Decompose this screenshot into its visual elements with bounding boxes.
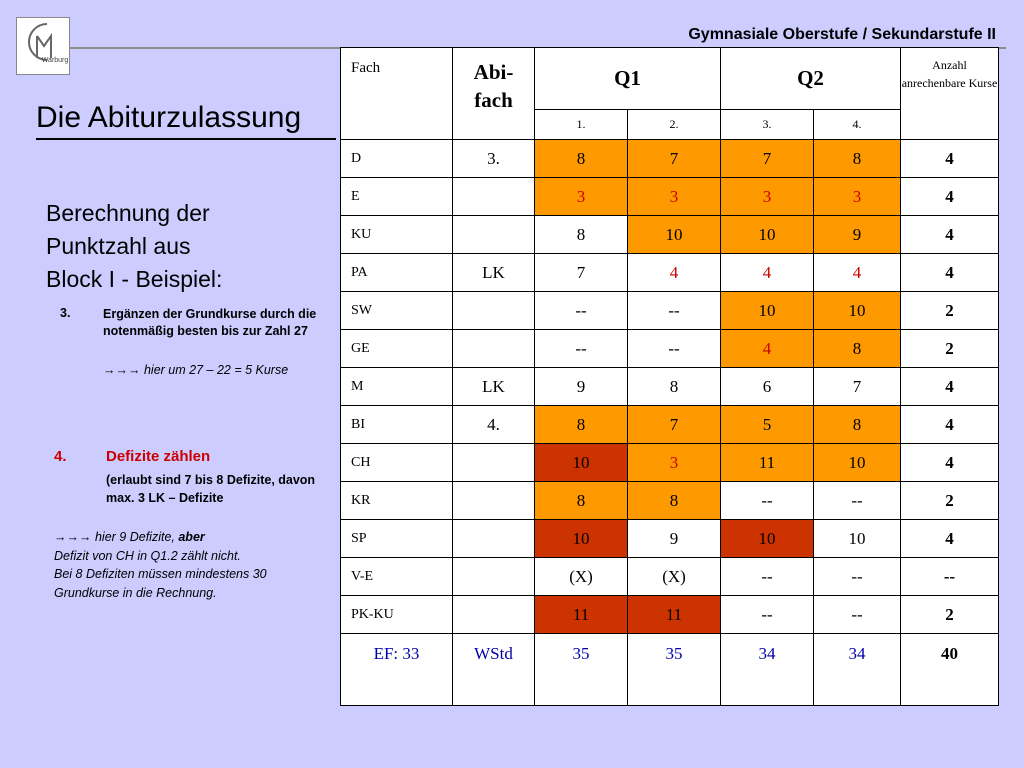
- table-row: [341, 216, 999, 254]
- step-4-note: [54, 528, 324, 602]
- table-header-row: [341, 48, 999, 110]
- grade-cell: 11: [628, 596, 721, 634]
- grade-cell: --: [535, 330, 628, 368]
- grade-cell: 7: [628, 406, 721, 444]
- subtitle-line-2: Punktzahl aus: [46, 233, 191, 259]
- grade-cell: 3: [535, 178, 628, 216]
- step-4-number: 4.: [54, 448, 67, 465]
- table-row: [341, 292, 999, 330]
- grade-cell: 8: [814, 406, 901, 444]
- grade-cell: 9: [628, 520, 721, 558]
- page-title: Die Abiturzulassung: [36, 101, 302, 134]
- row-fach: PA: [341, 254, 453, 292]
- header-sem-4: 4.: [814, 110, 901, 140]
- row-abi: LK: [453, 368, 535, 406]
- grade-cell: 8: [535, 406, 628, 444]
- step-4-note-b: aber: [178, 530, 205, 544]
- subtitle-line-3: Block I - Beispiel:: [46, 266, 223, 292]
- header-title: Gymnasiale Oberstufe / Sekundarstufe II: [688, 26, 996, 43]
- grade-cell: (X): [535, 558, 628, 596]
- grade-cell: 10: [721, 520, 814, 558]
- grade-cell: 8: [535, 216, 628, 254]
- grade-cell: 9: [814, 216, 901, 254]
- grade-cell: --: [628, 292, 721, 330]
- step-3-number: 3.: [60, 306, 71, 320]
- grade-cell: 8: [535, 140, 628, 178]
- arrows-icon: →→→: [54, 530, 92, 544]
- grade-cell: 9: [535, 368, 628, 406]
- row-abi: 4.: [453, 406, 535, 444]
- header-abifach-line-2: fach: [474, 88, 513, 112]
- header-q1: Q1: [535, 48, 721, 110]
- row-abi: 3.: [453, 140, 535, 178]
- table-row: [341, 178, 999, 216]
- row-abi: [453, 444, 535, 482]
- grade-cell: --: [721, 558, 814, 596]
- row-fach: KR: [341, 482, 453, 520]
- grade-cell: 4: [721, 330, 814, 368]
- table-row: [341, 482, 999, 520]
- header-sem-3: 3.: [721, 110, 814, 140]
- count-cell: 4: [901, 520, 999, 558]
- school-logo-icon: [17, 18, 69, 74]
- grade-cell: 10: [535, 520, 628, 558]
- footer-hours-2: 35: [628, 634, 721, 706]
- grade-cell: 4: [721, 254, 814, 292]
- grade-cell: 3: [721, 178, 814, 216]
- grade-cell: 8: [535, 482, 628, 520]
- grade-cell: --: [814, 482, 901, 520]
- grade-cell: 7: [814, 368, 901, 406]
- subtitle-line-1: Berechnung der: [46, 200, 210, 226]
- step-3-note-text: hier um 27 – 22 = 5 Kurse: [143, 363, 289, 377]
- grade-cell: 4: [628, 254, 721, 292]
- count-cell: 4: [901, 444, 999, 482]
- grades-table: [340, 47, 999, 706]
- step-4-heading: [54, 448, 210, 465]
- footer-hours-4: 34: [814, 634, 901, 706]
- row-fach: SW: [341, 292, 453, 330]
- header-abifach: [453, 48, 535, 140]
- grade-cell: --: [535, 292, 628, 330]
- grade-cell: 7: [628, 140, 721, 178]
- grade-cell: 10: [814, 520, 901, 558]
- row-fach: PK-KU: [341, 596, 453, 634]
- row-fach: SP: [341, 520, 453, 558]
- row-abi: LK: [453, 254, 535, 292]
- count-cell: 4: [901, 140, 999, 178]
- grade-cell: --: [721, 482, 814, 520]
- grade-cell: 8: [628, 482, 721, 520]
- table-row: [341, 444, 999, 482]
- school-logo: [16, 17, 70, 75]
- footer-hours-1: 35: [535, 634, 628, 706]
- row-fach: CH: [341, 444, 453, 482]
- footer-wstd: WStd: [453, 634, 535, 706]
- row-abi: [453, 520, 535, 558]
- count-cell: --: [901, 558, 999, 596]
- count-cell: 2: [901, 482, 999, 520]
- footer-total: 40: [901, 634, 999, 706]
- grade-cell: 11: [721, 444, 814, 482]
- row-abi: [453, 178, 535, 216]
- grade-cell: 7: [721, 140, 814, 178]
- grade-cell: 6: [721, 368, 814, 406]
- header-anzahl: Anzahl anrechenbare Kurse: [901, 48, 999, 140]
- table-row: [341, 330, 999, 368]
- table-row: [341, 596, 999, 634]
- row-abi: [453, 558, 535, 596]
- count-cell: 2: [901, 330, 999, 368]
- step-4-note-a: hier 9 Defizite,: [94, 530, 179, 544]
- count-cell: 2: [901, 292, 999, 330]
- title-underline: [36, 138, 336, 140]
- grade-cell: 7: [535, 254, 628, 292]
- row-abi: [453, 330, 535, 368]
- grade-cell: --: [814, 558, 901, 596]
- grade-cell: 10: [535, 444, 628, 482]
- grade-cell: 10: [628, 216, 721, 254]
- grade-cell: 8: [814, 140, 901, 178]
- row-abi: [453, 292, 535, 330]
- row-fach: BI: [341, 406, 453, 444]
- header-fach: Fach: [341, 48, 453, 140]
- grade-cell: 11: [535, 596, 628, 634]
- table-row: [341, 520, 999, 558]
- footer-hours-3: 34: [721, 634, 814, 706]
- header-abifach-line-1: Abi-: [473, 60, 514, 84]
- table-row: [341, 558, 999, 596]
- grade-cell: 10: [721, 216, 814, 254]
- row-fach: M: [341, 368, 453, 406]
- header-q2: Q2: [721, 48, 901, 110]
- row-abi: [453, 482, 535, 520]
- grade-cell: --: [628, 330, 721, 368]
- grade-cell: 3: [628, 178, 721, 216]
- grade-cell: --: [721, 596, 814, 634]
- count-cell: 4: [901, 254, 999, 292]
- count-cell: 4: [901, 406, 999, 444]
- footer-ef: EF: 33: [341, 634, 453, 706]
- count-cell: 4: [901, 368, 999, 406]
- count-cell: 4: [901, 178, 999, 216]
- grade-cell: 10: [814, 444, 901, 482]
- row-fach: KU: [341, 216, 453, 254]
- grade-cell: 10: [721, 292, 814, 330]
- grade-cell: 4: [814, 254, 901, 292]
- step-4-note-d: Bei 8 Defiziten müssen mindestens 30 Grundkurse in die Rechnung.: [54, 567, 267, 600]
- step-4-rule: (erlaubt sind 7 bis 8 Defizite, davon max. 3 LK – Defizite: [106, 473, 316, 505]
- row-fach: E: [341, 178, 453, 216]
- step-4-note-c: Defizit von CH in Q1.2 zählt nicht.: [54, 548, 241, 563]
- step-3-text: Ergänzen der Grundkurse durch die notenmäßig besten bis zur Zahl 27: [103, 307, 317, 338]
- table-row: [341, 368, 999, 406]
- table-row: [341, 254, 999, 292]
- step-4-title: Defizite zählen: [106, 448, 211, 465]
- table-footer-row: [341, 634, 999, 706]
- grade-cell: 8: [628, 368, 721, 406]
- subtitle: [46, 197, 336, 296]
- grade-cell: 8: [814, 330, 901, 368]
- step-3-note: [103, 361, 318, 379]
- grade-cell: (X): [628, 558, 721, 596]
- table-row: [341, 140, 999, 178]
- row-abi: [453, 216, 535, 254]
- grade-cell: 5: [721, 406, 814, 444]
- grade-cell: 3: [814, 178, 901, 216]
- count-cell: 4: [901, 216, 999, 254]
- grade-cell: --: [814, 596, 901, 634]
- grade-cell: 10: [814, 292, 901, 330]
- arrows-icon: →→→: [103, 363, 141, 377]
- logo-text: Warburg: [41, 57, 69, 64]
- count-cell: 2: [901, 596, 999, 634]
- row-fach: D: [341, 140, 453, 178]
- table-row: [341, 406, 999, 444]
- grade-cell: 3: [628, 444, 721, 482]
- header-sem-1: 1.: [535, 110, 628, 140]
- row-abi: [453, 596, 535, 634]
- header-sem-2: 2.: [628, 110, 721, 140]
- row-fach: V-E: [341, 558, 453, 596]
- row-fach: GE: [341, 330, 453, 368]
